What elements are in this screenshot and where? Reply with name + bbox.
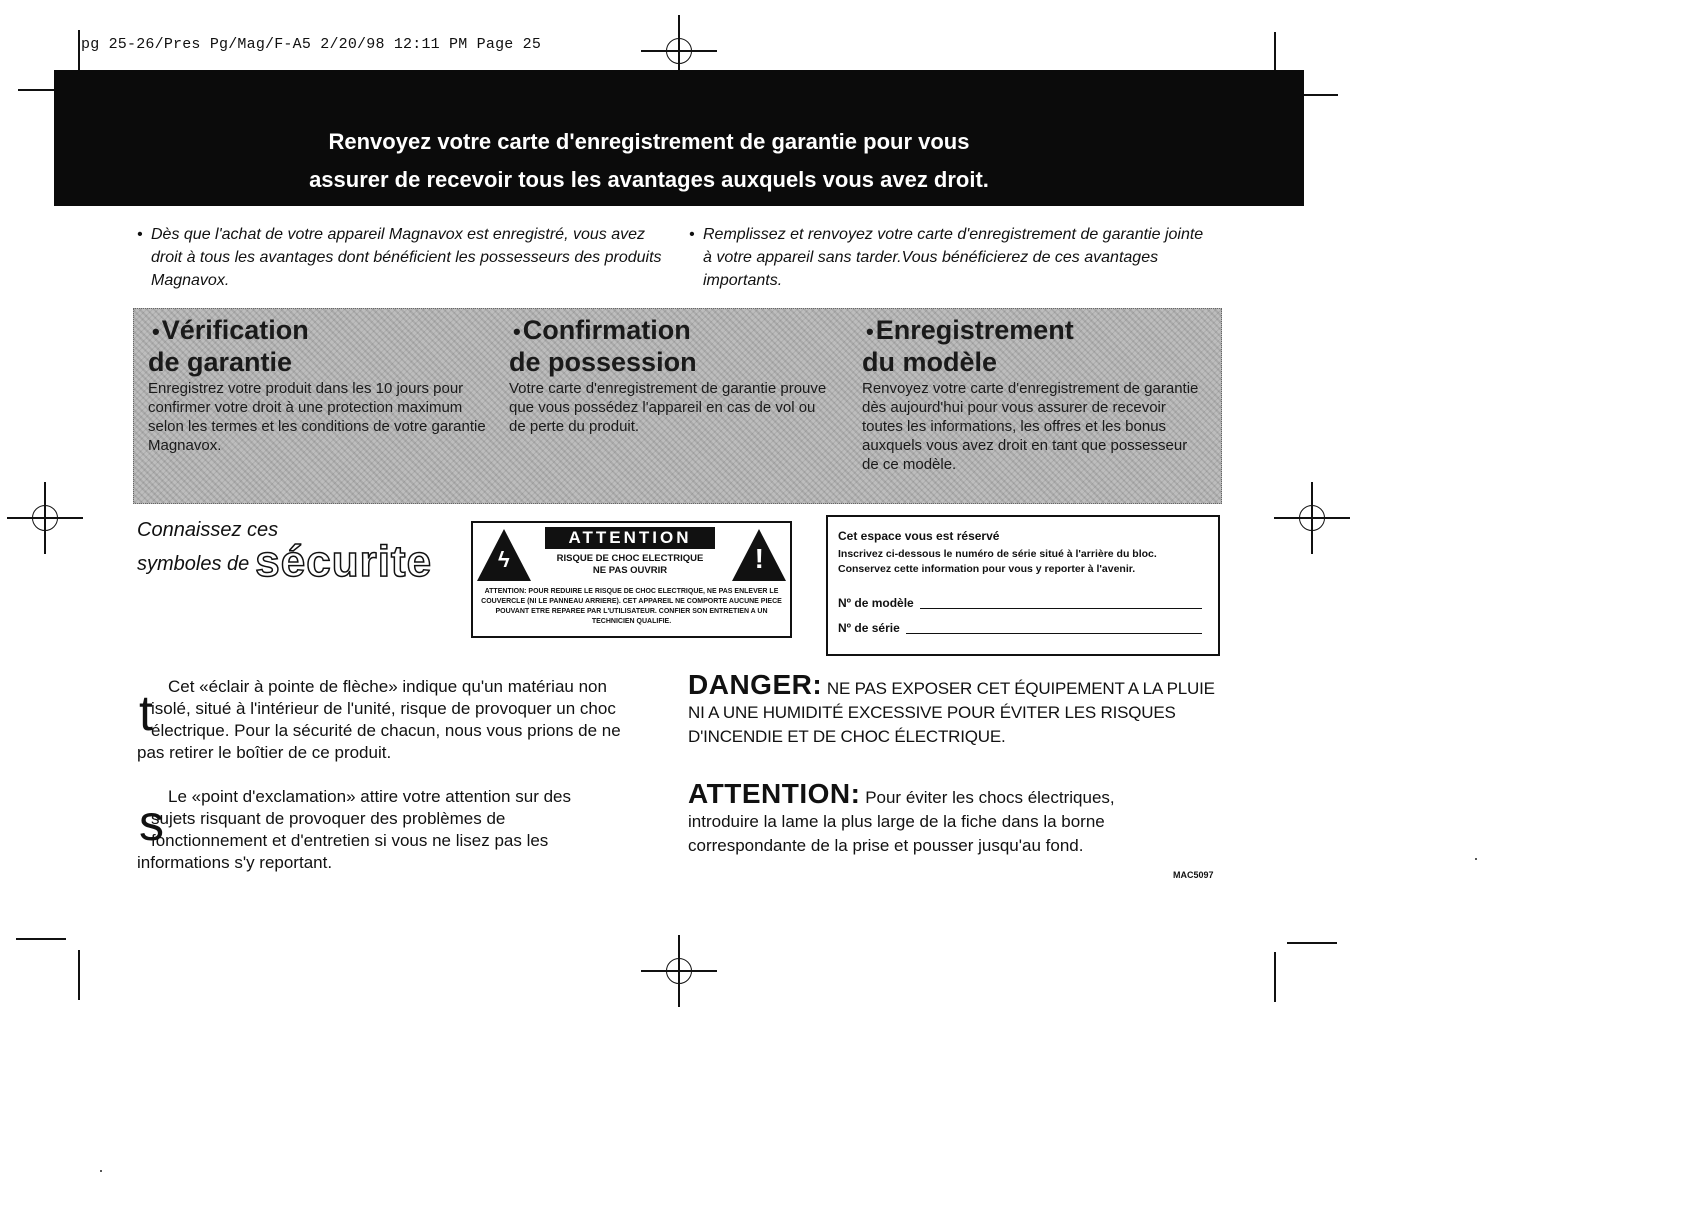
attention-text-1: Pour éviter les chocs électriques, [865, 788, 1115, 807]
drop-cap: s [139, 795, 164, 851]
print-slug: pg 25-26/Pres Pg/Mag/F-A5 2/20/98 12:11 PM Page 25 [81, 36, 542, 53]
feature-title: • Confirmation [527, 315, 834, 347]
warning-risk-line-2: NE PAS OUVRIR [592, 565, 668, 576]
crop-mark-bottom-right [1274, 952, 1276, 1002]
model-number-line[interactable] [920, 608, 1202, 609]
intro-bullet-left [137, 223, 677, 292]
attention-line-2: introduire la lame la plus large de la fiche dans la borne [688, 812, 1105, 831]
banner-line-1: Renvoyez votre carte d'enregistrement de garantie pour vous [328, 129, 970, 154]
danger-line-1 [688, 669, 1228, 701]
reserved-info-box [826, 515, 1220, 656]
crop-mark-top-right-h [1304, 94, 1338, 96]
warning-risk-line-1: RISQUE DE CHOC ELECTRIQUE [556, 553, 704, 564]
intro-right-text: Remplissez et renvoyez votre carte d'enregistrement de garantie jointe à votre appareil sans tarder.Vous bénéficierez de ces avantages importants. [703, 226, 1204, 289]
benefits-panel [133, 308, 1222, 504]
danger-line-3: D'INCENDIE ET DE CHOC ÉLECTRIQUE. [688, 727, 1006, 746]
crop-mark-top-left [78, 30, 80, 72]
crop-mark-bottom-left-h [16, 938, 66, 940]
feature-title: • Enregistrement [880, 315, 1207, 347]
registration-mark-bottom [659, 951, 699, 991]
serial-number-label: Nº de série [838, 621, 900, 635]
intro-bullet-right [689, 223, 1209, 292]
bullet: • [689, 226, 695, 243]
safety-line-2-text: symboles de [137, 553, 250, 575]
safety-line-1: Connaissez ces [137, 519, 279, 541]
exclamation-symbol-paragraph [137, 786, 677, 874]
scan-speck [1475, 858, 1477, 860]
serial-number-field[interactable] [838, 621, 1202, 635]
crop-mark-bottom-right-h [1287, 942, 1337, 944]
banner-line-2: assurer de recevoir tous les avantages auxquels vous avez droit. [309, 167, 989, 192]
para1-line-1: Cet «éclair à pointe de flèche» indique qu'un matériau non [168, 677, 607, 696]
safety-big-word: sécurite [255, 537, 433, 586]
warning-small-print: ATTENTION: POUR REDUIRE LE RISQUE DE CHOC ELECTRIQUE, NE PAS ENLEVER LE COUVERCLE (NI LE PANNEAU ARRIERE). CET APPAREIL NE COMPORTE AUCUNE PIECE POUVANT ETRE REPAREE PAR L'UTILISATEUR. CONFIER SON ENTRETIEN A UN TECHNICIEN QUALIFIE. [481, 588, 782, 625]
para2-line-1: Le «point d'exclamation» attire votre attention sur des [168, 787, 571, 806]
danger-text-1: NE PAS EXPOSER CET ÉQUIPEMENT A LA PLUIE [826, 679, 1215, 698]
attention-line-3: correspondante de la prise et pousser jusqu'au fond. [688, 836, 1084, 855]
feature-subtitle: de garantie [148, 347, 293, 377]
para2-line-2: sujets risquant de provoquer des problèmes de [151, 809, 506, 828]
registration-mark-top [659, 31, 699, 71]
feature-description: Enregistrez votre produit dans les 10 jours pour confirmer votre droit à une protection maximum selon les termes et les conditions de votre garantie Magnavox. [148, 380, 486, 454]
lightning-symbol-paragraph [137, 676, 677, 764]
para1-line-4: pas retirer le boîtier de ce produit. [137, 743, 392, 762]
crop-mark-top-right [1274, 32, 1276, 72]
header-banner [54, 70, 1304, 206]
reserved-instruction-2: Conservez cette information pour vous y reporter à l'avenir. [838, 563, 1136, 575]
attention-notice [688, 778, 1248, 858]
para1-line-3: électrique. Pour la sécurité de chacun, nous vous prions de ne [151, 721, 621, 740]
para2-line-3: fonctionnement et d'entretien si vous ne lisez pas les [151, 831, 549, 850]
reserved-title: Cet espace vous est réservé [838, 529, 1000, 543]
attention-label: ATTENTION: [688, 778, 861, 809]
bullet: • [137, 226, 143, 243]
crop-mark-bottom-left [78, 950, 80, 1000]
danger-line-2: NI A UNE HUMIDITÉ EXCESSIVE POUR ÉVITER LES RISQUES [688, 703, 1176, 722]
feature-description: Votre carte d'enregistrement de garantie prouve que vous possédez l'appareil en cas de vol ou de perte du produit. [509, 380, 827, 435]
feature-model [862, 315, 1207, 474]
danger-label: DANGER: [688, 669, 823, 700]
feature-subtitle: du modèle [862, 347, 998, 377]
safety-line-2 [137, 537, 433, 586]
intro-left-text: Dès que l'achat de votre appareil Magnavox est enregistré, vous avez droit à tous les avantages dont bénéficient les possesseurs des produits Magnavox. [151, 226, 662, 289]
document-code: MAC5097 [1173, 870, 1214, 880]
lightning-bolt-icon: ϟ [498, 547, 510, 572]
registration-mark-left [25, 498, 65, 538]
feature-description: Renvoyez votre carte d'enregistrement de garantie dès aujourd'hui pour vous assurer de recevoir toutes les informations, les offres et les bonus auxquels vous avez droit en tant que possesseur de ce modèle. [862, 380, 1199, 473]
scan-speck [100, 1170, 102, 1172]
para1-line-2: isolé, situé à l'intérieur de l'unité, risque de provoquer un choc [151, 699, 616, 718]
model-number-label: Nº de modèle [838, 596, 914, 610]
drop-cap: t [139, 685, 153, 741]
danger-notice [688, 669, 1228, 749]
warning-attention: ATTENTION [545, 527, 715, 549]
registration-mark-right [1292, 498, 1332, 538]
crop-mark-top-left-h [18, 89, 54, 91]
feature-title: • Vérification [166, 315, 488, 347]
attention-line-1 [688, 778, 1248, 810]
warning-label [471, 521, 792, 638]
reserved-instruction-1: Inscrivez ci-dessous le numéro de série situé à l'arrière du bloc. [838, 548, 1157, 560]
warning-risk-text [545, 553, 715, 577]
safety-symbols-heading [137, 514, 433, 586]
feature-subtitle: de possession [509, 347, 697, 377]
model-number-field[interactable] [838, 596, 1202, 610]
exclamation-mark-icon: ! [754, 543, 764, 574]
para2-line-4: informations s'y reportant. [137, 853, 333, 872]
feature-warranty [148, 315, 488, 455]
feature-possession [509, 315, 834, 436]
serial-number-line[interactable] [906, 633, 1202, 634]
